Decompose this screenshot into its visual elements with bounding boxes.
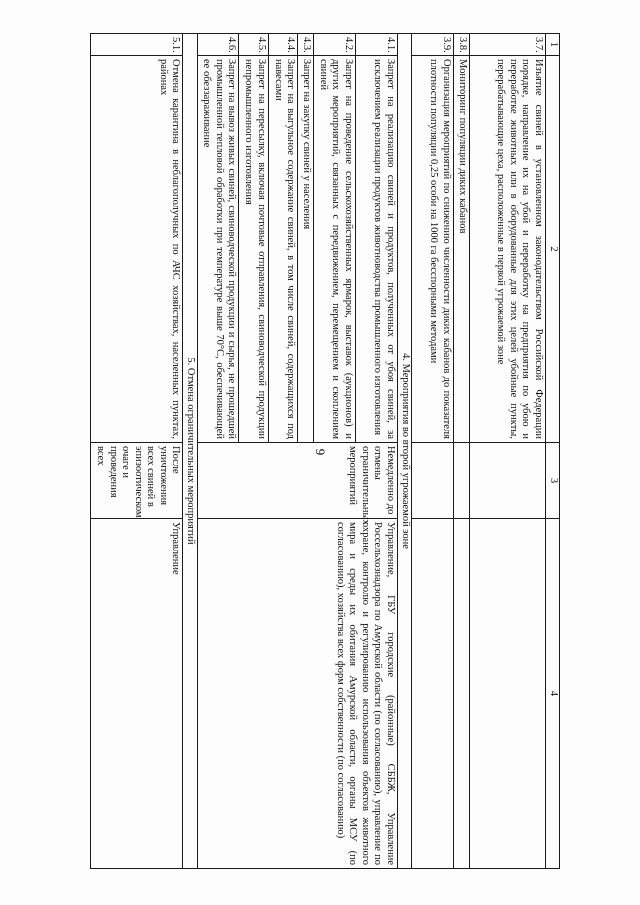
row-term xyxy=(453,443,469,519)
rotated-table-container xyxy=(90,33,560,868)
row-number: 4.5. xyxy=(239,34,269,56)
header-col-1: 1 xyxy=(546,34,560,56)
row-number: 4.3. xyxy=(298,34,314,56)
row-responsible xyxy=(453,519,469,869)
row-number: 3.8. xyxy=(453,34,469,56)
row-event: Отмена карантина в неблагополучных по АЧС хозяйствах, населенных пунктах, районах xyxy=(91,56,183,443)
row-number: 3.7. xyxy=(469,34,545,56)
section4-term: Немедленно до отмены ограничительных мероприятий xyxy=(197,443,397,519)
page-number: 9 xyxy=(313,448,328,456)
row-event: Изъятие свиней в установленном законодательством Российской Федерации порядке, направление их на убой и переработку на предприятия по убою и переработке животных или в оборудованные для этих целей убойные пункты, перерабатывающие цеха, расположенные в первой угрожаемой зоне xyxy=(469,56,545,443)
table-row xyxy=(453,34,469,869)
header-col-2: 2 xyxy=(546,56,560,443)
row-event: Мониторинг популяции диких кабанов xyxy=(453,56,469,443)
section-row xyxy=(183,34,197,869)
header-row xyxy=(546,34,560,869)
row-term xyxy=(469,443,545,519)
row-number: 4.1. xyxy=(356,34,398,56)
section-title: 5. Отмена ограничительных мероприятий xyxy=(183,34,197,869)
row-responsible: Управление xyxy=(91,519,183,869)
section4-responsible: Управление, ГБУ городские (районные) СББЖ, Управление Россельхознадзора по Амурской области (по согласованию), управление по охране, контролю и регулированию использования объектов животного мира и среды их обитания Амурской области, органы МСУ (по согласованию), хозяйства всех форм собственности (по согласованию) xyxy=(197,519,397,869)
row-event: Запрет на пересылку, включая почтовые отправления, свиноводческой продукции непромышленного изготовления xyxy=(239,56,269,443)
row-event: Запрет на выгульное содержание свиней, в том числе свиней, содержащихся под навесами xyxy=(268,56,298,443)
section-row xyxy=(397,34,411,869)
row-number: 4.4. xyxy=(268,34,298,56)
header-col-4: 4 xyxy=(546,519,560,869)
table-row xyxy=(356,34,398,869)
section-title: 4. Мероприятия во второй угрожаемой зоне xyxy=(397,34,411,869)
table-row xyxy=(412,34,454,869)
row-responsible xyxy=(412,519,454,869)
header-col-3: 3 xyxy=(546,443,560,519)
row-event: Запрет на закупку свиней у населения xyxy=(298,56,314,443)
measures-table xyxy=(90,33,560,869)
table-row xyxy=(469,34,545,869)
row-responsible xyxy=(469,519,545,869)
table-row xyxy=(91,34,183,869)
row-event: Запрет на проведение сельскохозяйственных ярмарок, выставок (аукционов) и других мероприятий, связанных с передвижением, перемещением и скоплением свиней xyxy=(314,56,356,443)
row-term: После уничтожения всех свиней в эпизоотическом очаге и проведения всех xyxy=(91,443,183,519)
row-number: 4.6. xyxy=(197,34,239,56)
row-number: 4.2. xyxy=(314,34,356,56)
row-event: Запрет на реализацию свиней и продуктов, полученных от убоя свиней, за исключением реализации продуктов животноводства промышленного изготовления xyxy=(356,56,398,443)
row-event: Запрет на вывоз живых свиней, свиноводческой продукции и сырья, не прошедшей промышленной тепловой обработки при температуре выше 70°С, обеспечивающей ее обеззараживание xyxy=(197,56,239,443)
row-number: 5.1. xyxy=(91,34,183,56)
row-event: Организация мероприятий по снижению численности диких кабанов до показателя плотности популяции 0,25 особи на 1000 га бесспорными методами xyxy=(412,56,454,443)
row-term xyxy=(412,443,454,519)
row-number: 3.9. xyxy=(412,34,454,56)
